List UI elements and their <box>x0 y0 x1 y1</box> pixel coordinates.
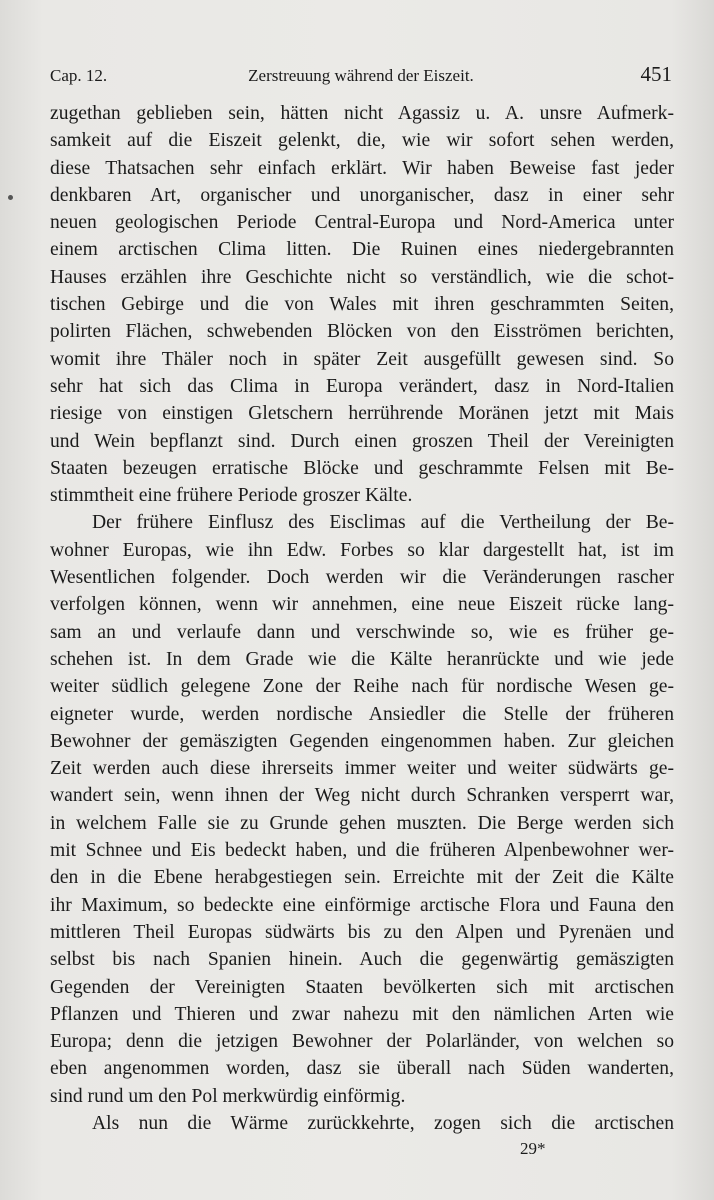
body-text <box>50 100 674 1137</box>
text-line: ihr Maximum, so bedeckte eine einförmige arctische Flora und Fauna den <box>50 894 674 916</box>
text-line: tischen Gebirge und die von Wales mit ihren geschrammten Seiten, <box>50 294 674 316</box>
text-line: wandert sein, wenn ihnen der Weg nicht durch Schranken versperrt war, <box>50 785 674 807</box>
signature-mark: 29* <box>520 1139 546 1158</box>
text-line: weiter südlich gelegene Zone der Reihe nach für nordische Wesen ge- <box>50 676 674 698</box>
chapter-label: Cap. 12. <box>50 66 108 85</box>
text-line: einem arctischen Clima litten. Die Ruinen eines niedergebrannten <box>50 239 674 261</box>
text-line: Pflanzen und Thieren und zwar nahezu mit den nämlichen Arten wie <box>50 1003 674 1025</box>
text-line: Wesentlichen folgender. Doch werden wir die Veränderungen rascher <box>50 567 674 589</box>
text-line: sam an und verlaufe dann und verschwinde so, wie es früher ge- <box>50 621 674 643</box>
text-line: und Wein bepflanzt sind. Durch einen groszen Theil der Vereinigten <box>50 430 674 452</box>
text-line: verfolgen können, wenn wir annehmen, eine neue Eiszeit rücke lang- <box>50 594 674 616</box>
text-line: Als nun die Wärme zurückkehrte, zogen sich die arctischen <box>92 1112 674 1134</box>
text-line: Europa; denn die jetzigen Bewohner der Polarländer, von welchen so <box>50 1031 674 1053</box>
text-line: riesige von einstigen Gletschern herrührende Moränen jetzt mit Mais <box>50 403 674 425</box>
page-number: 451 <box>640 62 672 86</box>
text-line: schehen ist. In dem Grade wie die Kälte heranrückte und wie jede <box>50 648 674 670</box>
text-line: sehr hat sich das Clima in Europa verändert, dasz in Nord-Italien <box>50 375 674 397</box>
text-line: diese Thatsachen sehr einfach erklärt. Wir haben Beweise fast jeder <box>50 157 674 179</box>
text-line: mit Schnee und Eis bedeckt haben, und die früheren Alpenbewohner wer- <box>50 840 674 862</box>
text-line: womit ihre Thäler noch in später Zeit ausgefüllt gewesen sind. So <box>50 348 674 370</box>
text-line: Staaten bezeugen erratische Blöcke und geschrammte Felsen mit Be- <box>50 457 674 479</box>
text-line: in welchem Falle sie zu Grunde gehen muszten. Die Berge werden sich <box>50 812 674 834</box>
text-line: Hauses erzählen ihre Geschichte nicht so verständlich, wie die schot- <box>50 266 674 288</box>
text-line: neuen geologischen Periode Central-Europa und Nord-America unter <box>50 212 674 234</box>
text-line: Der frühere Einflusz des Eisclimas auf die Vertheilung der Be- <box>92 512 674 534</box>
text-line: eigneter wurde, werden nordische Ansiedler die Stelle der früheren <box>50 703 674 725</box>
text-line: mittleren Theil Europas südwärts bis zu den Alpen und Pyrenäen und <box>50 921 674 943</box>
text-line: Bewohner der gemäszigten Gegenden eingenommen haben. Zur gleichen <box>50 730 674 752</box>
text-line: samkeit auf die Eiszeit gelenkt, die, wie wir sofort sehen werden, <box>50 130 674 152</box>
text-line: polirten Flächen, schwebenden Blöcken von den Eisströmen berichten, <box>50 321 674 343</box>
text-line: stimmtheit eine frühere Periode groszer Kälte. <box>50 485 413 507</box>
margin-dot <box>8 195 13 200</box>
text-line: selbst bis nach Spanien hinein. Auch die gegenwärtig gemäszigten <box>50 949 674 971</box>
text-line: den in die Ebene herabgestiegen sein. Erreichte mit der Zeit die Kälte <box>50 867 674 889</box>
running-title: Zerstreuung während der Eiszeit. <box>248 66 474 85</box>
text-line: Gegenden der Vereinigten Staaten bevölkerten sich mit arctischen <box>50 976 674 998</box>
text-line: zugethan geblieben sein, hätten nicht Agassiz u. A. unsre Aufmerk- <box>50 103 674 124</box>
text-line: eben angenommen worden, dasz sie überall nach Süden wanderten, <box>50 1058 674 1080</box>
text-line: sind rund um den Pol merkwürdig einförmig. <box>50 1085 406 1107</box>
text-line: denkbaren Art, organischer und unorganischer, dasz in einer sehr <box>50 184 674 206</box>
text-line: Zeit werden auch diese ihrerseits immer weiter und weiter südwärts ge- <box>50 758 674 780</box>
running-header <box>50 60 672 92</box>
text-line: wohner Europas, wie ihn Edw. Forbes so klar dargestellt hat, ist im <box>50 539 674 561</box>
